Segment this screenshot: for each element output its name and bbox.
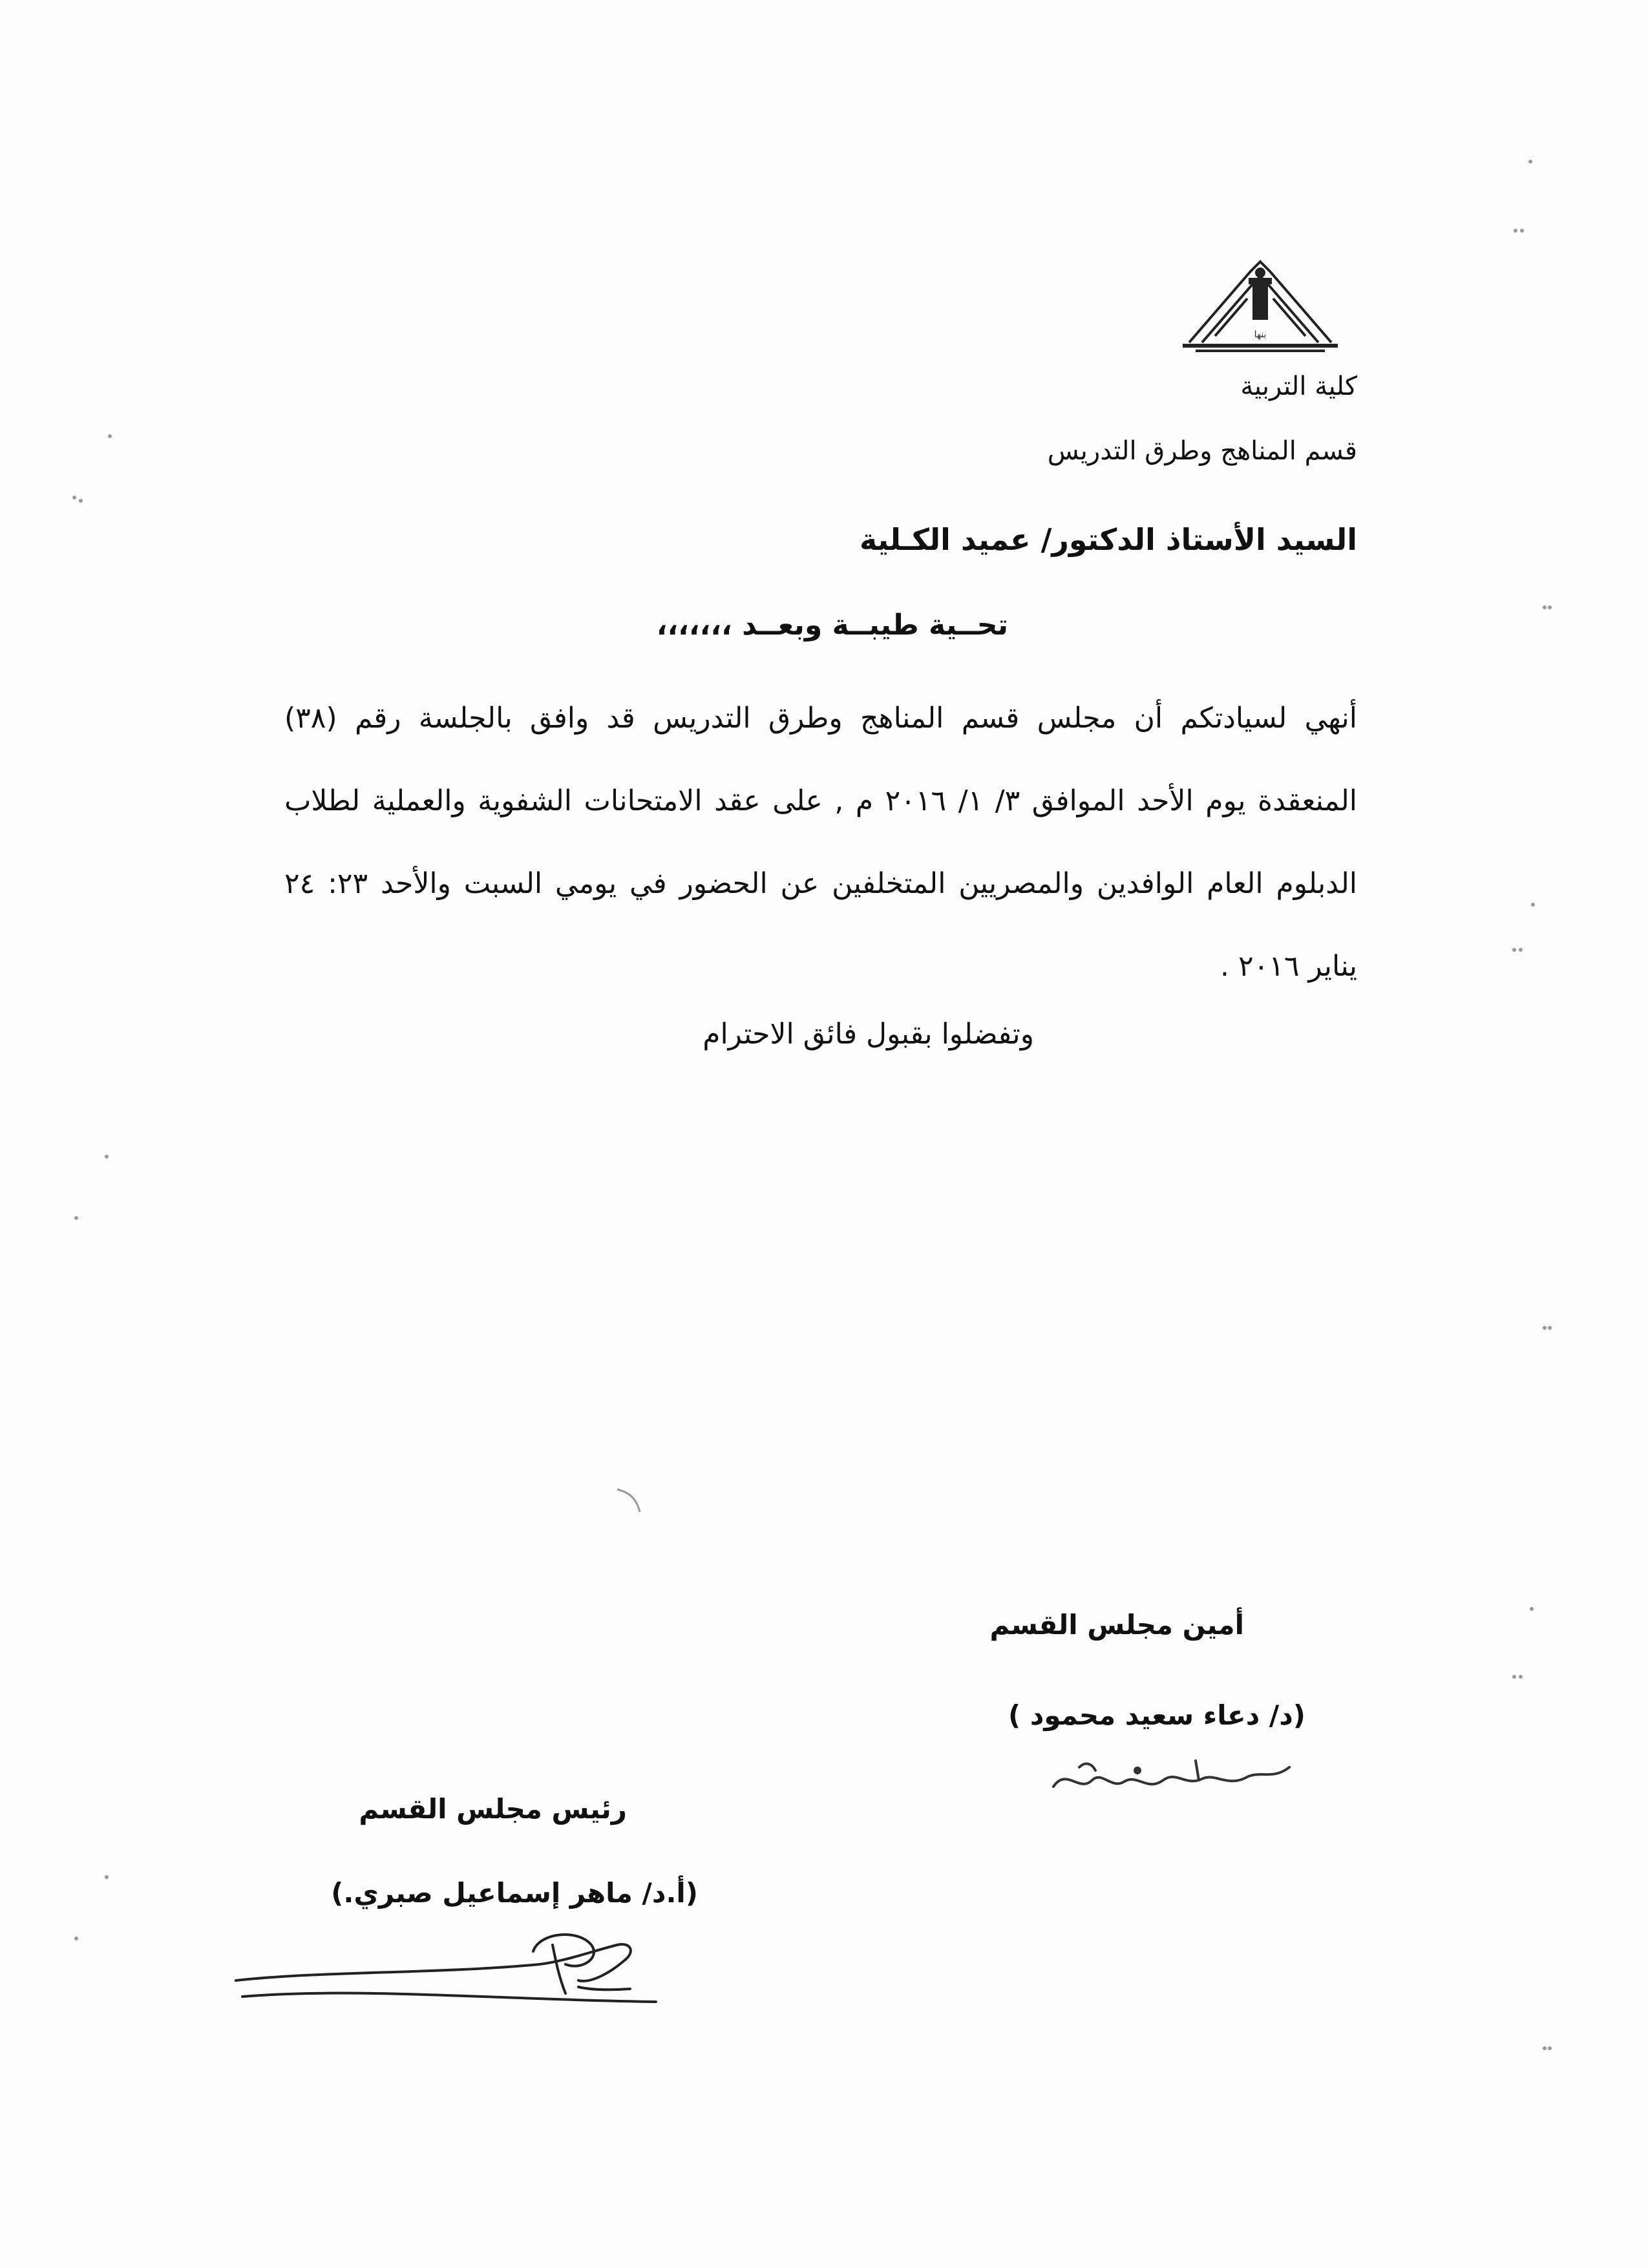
- addressee: السيد الأستاذ الدكتور/ عميد الكـلية: [859, 522, 1357, 557]
- university-emblem-icon: [1176, 258, 1344, 355]
- chair-title: رئيس مجلس القسم: [359, 1793, 627, 1825]
- secretary-title: أمين مجلس القسم: [989, 1609, 1244, 1641]
- letter-body: أنهي لسيادتكم أن مجلس قسم المناهج وطرق التدريس قد وافق بالجلسة رقم (٣٨) المنعقدة يوم الأحد الموافق ٣/ ١/ ٢٠١٦ م , على عقد الامتحانات الشفوية والعملية لطلاب الدبلوم العام الوافدين والمصريين المتخلفين عن الحضور في يومي السبت والأحد ٢٣: ٢٤ يناير ٢٠١٦ .: [284, 702, 1358, 983]
- greeting: تحــية طيبــة وبعــد ،،،،،،،: [656, 609, 1008, 642]
- handwritten-signature-icon: [1041, 1741, 1299, 1806]
- closing-line: وتفضلوا بقبول فائق الاحترام: [703, 1018, 1034, 1051]
- handwritten-signature-icon: [229, 1926, 669, 2016]
- svg-text:بنها: بنها: [1254, 330, 1267, 340]
- department-name: قسم المناهج وطرق التدريس: [1047, 436, 1357, 466]
- chair-name: (أ.د/ ماهر إسماعيل صبري.): [331, 1877, 698, 1909]
- faculty-name: كلية التربية: [1240, 372, 1357, 401]
- secretary-name: (د/ دعاء سعيد محمود ): [1008, 1699, 1305, 1731]
